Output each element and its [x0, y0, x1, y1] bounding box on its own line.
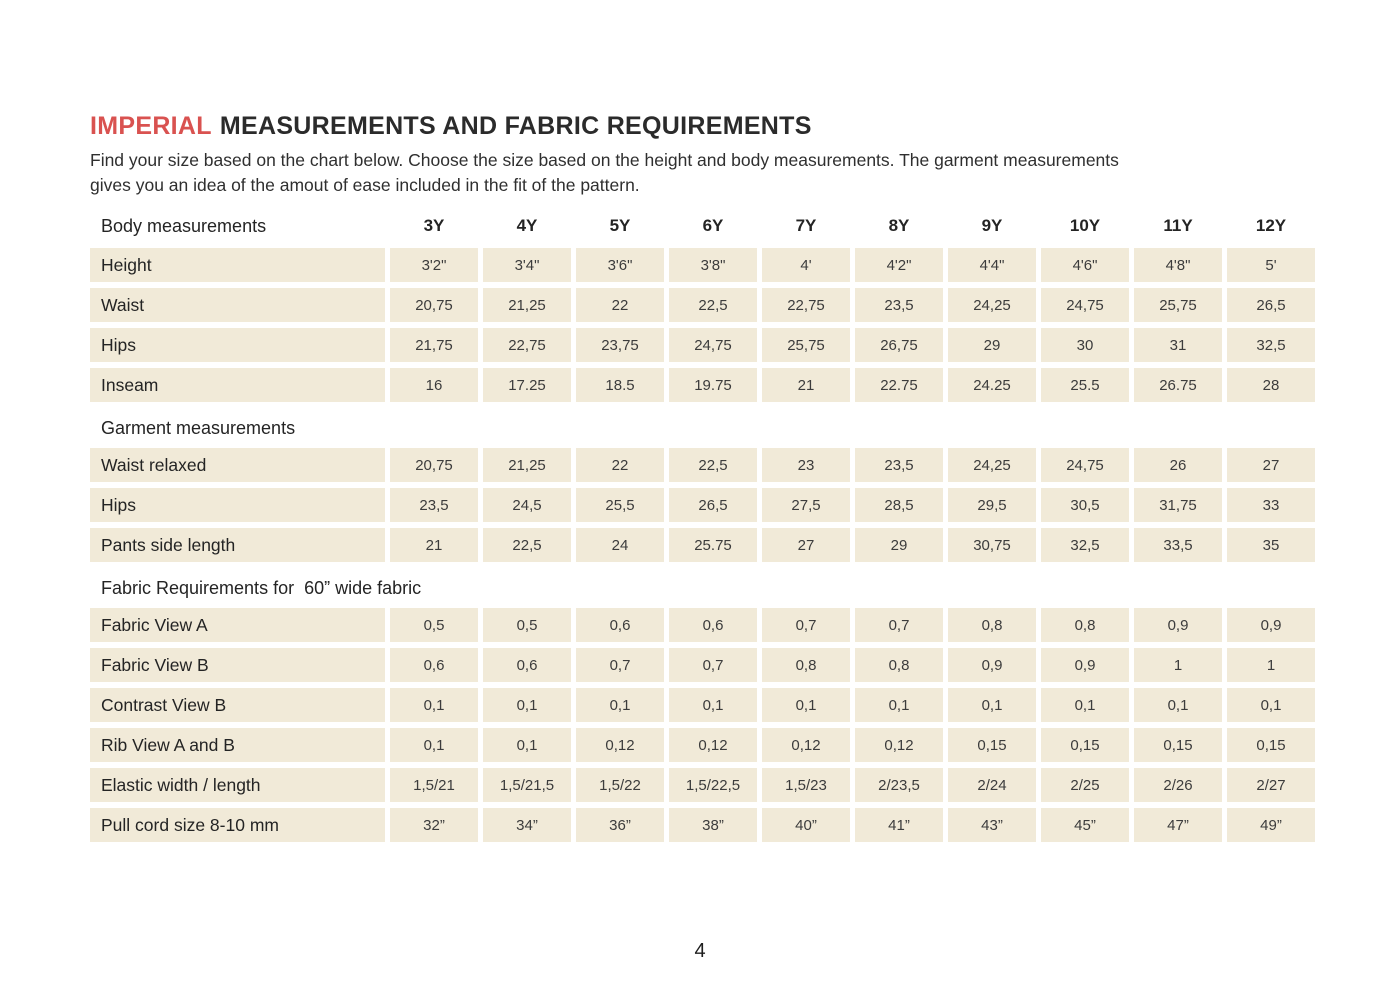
page-title-rest: MEASUREMENTS AND FABRIC REQUIREMENTS	[219, 112, 812, 140]
cell-value: 26.75	[1134, 368, 1222, 402]
cell-value: 23,5	[390, 488, 478, 522]
row-label: Hips	[90, 488, 385, 522]
cell-value: 29	[855, 528, 943, 562]
table-row	[90, 688, 1315, 722]
table-row	[90, 488, 1315, 522]
size-header-3y: 3Y	[423, 216, 445, 235]
cell-value: 0,1	[1041, 688, 1129, 722]
table-row	[90, 248, 1315, 282]
cell-value: 3'2"	[390, 248, 478, 282]
cell-value: 23,5	[855, 448, 943, 482]
cell-value: 0,5	[390, 608, 478, 642]
cell-value: 31	[1134, 328, 1222, 362]
cell-value: 1,5/23	[762, 768, 850, 802]
cell-value: 1,5/21	[390, 768, 478, 802]
table-header-row	[90, 210, 1315, 242]
cell-value: 0,9	[1041, 648, 1129, 682]
cell-value: 4'2"	[855, 248, 943, 282]
cell-value: 30,75	[948, 528, 1036, 562]
cell-value: 0,7	[669, 648, 757, 682]
cell-value: 3'4"	[483, 248, 571, 282]
cell-value: 0,9	[1134, 608, 1222, 642]
cell-value: 0,8	[762, 648, 850, 682]
page-title	[90, 112, 1315, 141]
size-header-10y: 10Y	[1069, 216, 1101, 235]
cell-value: 47”	[1134, 808, 1222, 842]
cell-value: 23	[762, 448, 850, 482]
cell-value: 22.75	[855, 368, 943, 402]
cell-value: 0,1	[483, 688, 571, 722]
row-label: Hips	[90, 328, 385, 362]
cell-value: 24,25	[948, 448, 1036, 482]
row-label: Waist	[90, 288, 385, 322]
size-header-8y: 8Y	[888, 216, 910, 235]
cell-value: 0,1	[483, 728, 571, 762]
cell-value: 0,6	[669, 608, 757, 642]
cell-value: 0,6	[483, 648, 571, 682]
row-label: Fabric View A	[90, 608, 385, 642]
cell-value: 25,75	[762, 328, 850, 362]
cell-value: 31,75	[1134, 488, 1222, 522]
cell-value: 3'8"	[669, 248, 757, 282]
cell-value: 0,1	[1134, 688, 1222, 722]
cell-value: 4'4"	[948, 248, 1036, 282]
table-row	[90, 328, 1315, 362]
cell-value: 20,75	[390, 288, 478, 322]
table-row	[90, 728, 1315, 762]
cell-value: 21	[762, 368, 850, 402]
cell-value: 0,12	[576, 728, 664, 762]
cell-value: 22,75	[762, 288, 850, 322]
section-heading: Fabric Requirements for 60” wide fabric	[101, 577, 422, 598]
cell-value: 1	[1227, 648, 1315, 682]
section-heading: Garment measurements	[101, 417, 296, 438]
cell-value: 1,5/22	[576, 768, 664, 802]
row-label: Inseam	[90, 368, 385, 402]
cell-value: 3'6"	[576, 248, 664, 282]
row-label: Pants side length	[90, 528, 385, 562]
cell-value: 21	[390, 528, 478, 562]
cell-value: 4'	[762, 248, 850, 282]
cell-value: 0,15	[1041, 728, 1129, 762]
cell-value: 21,75	[390, 328, 478, 362]
cell-value: 43”	[948, 808, 1036, 842]
cell-value: 22	[576, 448, 664, 482]
cell-value: 35	[1227, 528, 1315, 562]
table-row	[90, 528, 1315, 562]
cell-value: 38”	[669, 808, 757, 842]
cell-value: 22,5	[669, 288, 757, 322]
cell-value: 0,12	[762, 728, 850, 762]
cell-value: 36”	[576, 808, 664, 842]
cell-value: 18.5	[576, 368, 664, 402]
table-row	[90, 608, 1315, 642]
table-row	[90, 648, 1315, 682]
cell-value: 5'	[1227, 248, 1315, 282]
cell-value: 27	[762, 528, 850, 562]
cell-value: 23,5	[855, 288, 943, 322]
cell-value: 0,1	[576, 688, 664, 722]
table-row	[90, 808, 1315, 842]
cell-value: 25,5	[576, 488, 664, 522]
size-table	[90, 210, 1315, 842]
cell-value: 25,75	[1134, 288, 1222, 322]
size-header-9y: 9Y	[981, 216, 1003, 235]
row-label: Pull cord size 8-10 mm	[90, 808, 385, 842]
cell-value: 28	[1227, 368, 1315, 402]
size-header-12y: 12Y	[1255, 216, 1287, 235]
cell-value: 0,9	[1227, 608, 1315, 642]
cell-value: 0,7	[762, 608, 850, 642]
cell-value: 24,25	[948, 288, 1036, 322]
cell-value: 0,1	[669, 688, 757, 722]
intro-line-1: Find your size based on the chart below. Choose the size based on the height and body measurements. The garment measurements	[90, 150, 1119, 170]
cell-value: 32,5	[1041, 528, 1129, 562]
cell-value: 49”	[1227, 808, 1315, 842]
cell-value: 0,1	[1227, 688, 1315, 722]
cell-value: 0,15	[948, 728, 1036, 762]
row-label: Height	[90, 248, 385, 282]
cell-value: 24,5	[483, 488, 571, 522]
table-row	[90, 288, 1315, 322]
cell-value: 24,75	[669, 328, 757, 362]
cell-value: 26,75	[855, 328, 943, 362]
cell-value: 16	[390, 368, 478, 402]
cell-value: 2/24	[948, 768, 1036, 802]
cell-value: 27	[1227, 448, 1315, 482]
cell-value: 1,5/21,5	[483, 768, 571, 802]
cell-value: 40”	[762, 808, 850, 842]
row-label: Fabric View B	[90, 648, 385, 682]
size-header-5y: 5Y	[609, 216, 631, 235]
cell-value: 2/25	[1041, 768, 1129, 802]
intro-paragraph	[90, 148, 1315, 198]
cell-value: 27,5	[762, 488, 850, 522]
cell-value: 2/23,5	[855, 768, 943, 802]
cell-value: 22,5	[669, 448, 757, 482]
cell-value: 4'6"	[1041, 248, 1129, 282]
table-row	[90, 368, 1315, 402]
cell-value: 24,75	[1041, 448, 1129, 482]
cell-value: 0,1	[855, 688, 943, 722]
cell-value: 0,8	[855, 648, 943, 682]
cell-value: 1,5/22,5	[669, 768, 757, 802]
row-label: Rib View A and B	[90, 728, 385, 762]
cell-value: 0,1	[390, 728, 478, 762]
cell-value: 17.25	[483, 368, 571, 402]
cell-value: 0,1	[390, 688, 478, 722]
cell-value: 2/27	[1227, 768, 1315, 802]
cell-value: 22	[576, 288, 664, 322]
table-row	[90, 768, 1315, 802]
cell-value: 0,7	[855, 608, 943, 642]
cell-value: 0,15	[1227, 728, 1315, 762]
table-header-label: Body measurements	[101, 215, 267, 236]
cell-value: 26	[1134, 448, 1222, 482]
size-header-11y: 11Y	[1163, 216, 1193, 235]
cell-value: 0,6	[390, 648, 478, 682]
page-title-accent: IMPERIAL	[90, 112, 212, 140]
cell-value: 24,75	[1041, 288, 1129, 322]
cell-value: 0,8	[948, 608, 1036, 642]
cell-value: 29	[948, 328, 1036, 362]
cell-value: 0,1	[762, 688, 850, 722]
cell-value: 21,25	[483, 288, 571, 322]
cell-value: 0,7	[576, 648, 664, 682]
size-header-6y: 6Y	[702, 216, 724, 235]
cell-value: 4'8"	[1134, 248, 1222, 282]
cell-value: 32”	[390, 808, 478, 842]
row-label: Contrast View B	[90, 688, 385, 722]
cell-value: 33	[1227, 488, 1315, 522]
cell-value: 0,8	[1041, 608, 1129, 642]
cell-value: 32,5	[1227, 328, 1315, 362]
intro-line-2: gives you an idea of the amout of ease included in the fit of the pattern.	[90, 175, 640, 195]
page-content	[90, 112, 1315, 848]
page-number: 4	[694, 940, 706, 962]
cell-value: 25.75	[669, 528, 757, 562]
cell-value: 25.5	[1041, 368, 1129, 402]
cell-value: 45”	[1041, 808, 1129, 842]
cell-value: 26,5	[1227, 288, 1315, 322]
cell-value: 34”	[483, 808, 571, 842]
size-header-7y: 7Y	[795, 216, 817, 235]
cell-value: 24.25	[948, 368, 1036, 402]
size-header-4y: 4Y	[516, 216, 538, 235]
cell-value: 19.75	[669, 368, 757, 402]
cell-value: 1	[1134, 648, 1222, 682]
cell-value: 0,6	[576, 608, 664, 642]
cell-value: 26,5	[669, 488, 757, 522]
cell-value: 41”	[855, 808, 943, 842]
row-label: Waist relaxed	[90, 448, 385, 482]
cell-value: 23,75	[576, 328, 664, 362]
table-row	[90, 448, 1315, 482]
cell-value: 0,9	[948, 648, 1036, 682]
cell-value: 29,5	[948, 488, 1036, 522]
cell-value: 0,15	[1134, 728, 1222, 762]
cell-value: 21,25	[483, 448, 571, 482]
cell-value: 24	[576, 528, 664, 562]
cell-value: 30	[1041, 328, 1129, 362]
cell-value: 0,12	[855, 728, 943, 762]
cell-value: 30,5	[1041, 488, 1129, 522]
cell-value: 0,1	[948, 688, 1036, 722]
cell-value: 22,5	[483, 528, 571, 562]
cell-value: 22,75	[483, 328, 571, 362]
cell-value: 33,5	[1134, 528, 1222, 562]
cell-value: 0,5	[483, 608, 571, 642]
cell-value: 0,12	[669, 728, 757, 762]
cell-value: 2/26	[1134, 768, 1222, 802]
cell-value: 20,75	[390, 448, 478, 482]
row-label: Elastic width / length	[90, 768, 385, 802]
cell-value: 28,5	[855, 488, 943, 522]
